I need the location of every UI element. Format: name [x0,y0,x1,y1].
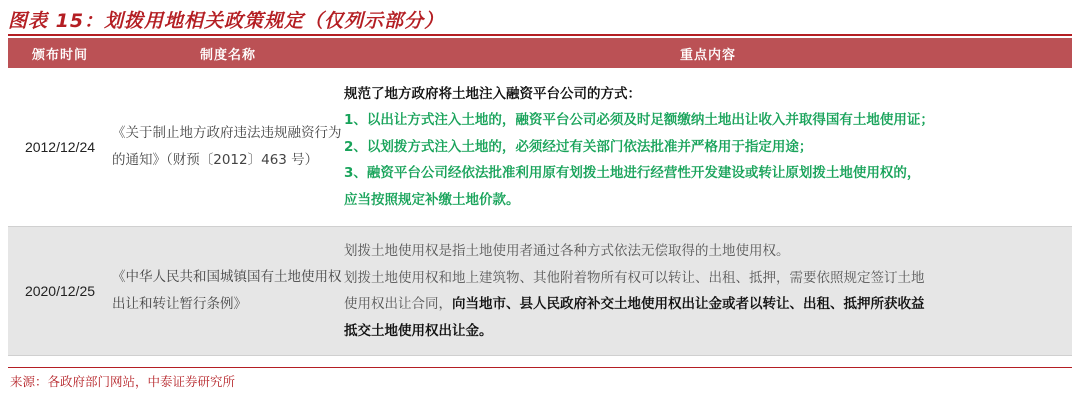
header-content: 重点内容 [344,38,1072,68]
row-date: 2020/12/25 [8,227,112,356]
header-date: 颁布时间 [8,38,112,68]
content-para-3-plain: 使用权出让合同， [344,296,452,312]
content-para-1: 划拨土地使用权是指土地使用者通过各种方式依法无偿取得的土地使用权。 [344,243,790,259]
content-item-1: 1、以出让方式注入土地的，融资平台公司必须及时足额缴纳土地出让收入并取得国有土地使用证； [344,112,934,129]
policy-table [8,38,1072,356]
content-para-3-bold: 向当地市、县人民政府补交土地使用权出让金或者以转让、出租、抵押所获收益 [452,296,925,312]
figure-title-bar [0,0,1080,36]
content-para-2: 划拨土地使用权和地上建筑物、其他附着物所有权可以转让、出租、抵押，需要依照规定签订土地 [344,269,925,286]
content-para-3 [344,291,1072,318]
source-note: 来源：各政府部门网站，中泰证券研究所 [10,374,236,389]
footer-divider [8,367,1072,368]
row-policy-name: 《中华人民共和国城镇国有土地使用权出让和转让暂行条例》 [112,227,344,356]
content-item-3: 3、融资平台公司经依法批准利用原有划拨土地进行经营性开发建设或转让原划拨土地使用权的， [344,165,921,182]
table-header-row [8,38,1072,68]
row-content [344,68,1072,227]
row-date: 2012/12/24 [8,68,112,227]
content-item-3-cont: 应当按照规定补缴土地价款。 [344,191,520,208]
content-intro: 规范了地方政府将土地注入融资平台公司的方式： [344,85,641,102]
row-policy-name: 《关于制止地方政府违法违规融资行为的通知》（财预〔2012〕463 号） [112,68,344,227]
row-content [344,227,1072,356]
content-item-2: 2、以划拨方式注入土地的，必须经过有关部门依法批准并严格用于指定用途； [344,138,813,155]
table-row [8,227,1072,356]
header-name: 制度名称 [112,38,344,68]
figure-title: 图表 15：划拨用地相关政策规定（仅列示部分） [8,10,445,32]
title-divider [8,34,1072,36]
table-row [8,68,1072,227]
content-para-4: 抵交土地使用权出让金。 [344,322,493,339]
